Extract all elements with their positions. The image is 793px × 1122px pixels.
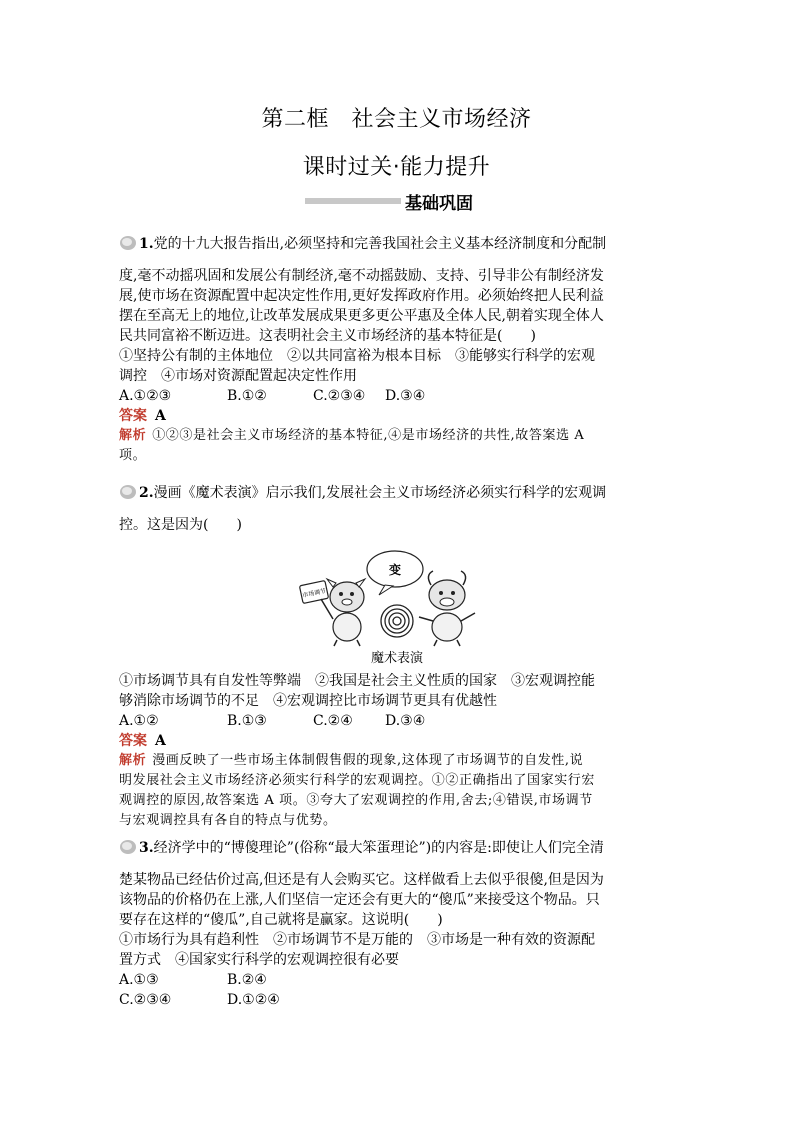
question-text: 经济学中的“博傻理论”(俗称“最大笨蛋理论”)的内容是:即使让人们完全清 (153, 840, 604, 856)
options-row (119, 970, 675, 990)
question-2 (119, 483, 675, 831)
question-1-first-line (119, 234, 675, 266)
option-d: D.③④ (385, 713, 426, 729)
answer-value: A (155, 733, 166, 749)
answer-line (119, 406, 675, 426)
sign-text: 市场调节 (301, 587, 327, 600)
statement-line: ①市场调节具有自发性等弊端 ②我国是社会主义性质的国家 ③宏观调控能 (119, 673, 595, 689)
comic-caption: 魔术表演 (370, 651, 423, 666)
option-c: C.②④ (313, 713, 353, 729)
question-text: 漫画《魔术表演》启示我们,发展社会主义市场经济必须实行科学的宏观调 (153, 485, 607, 501)
question-number: 2. (139, 485, 154, 501)
bubble-text: 变 (388, 563, 402, 577)
statement-line: 调控 ④市场对资源配置起决定性作用 (119, 368, 357, 384)
option-a: A.①②③ (119, 388, 172, 404)
question-line: 要存在这样的“傻瓜”,自己就将是赢家。这说明( ) (119, 912, 443, 928)
explanation-line: 明发展社会主义市场经济必须实行科学的宏观调控。①②正确指出了国家实行宏 (119, 773, 596, 788)
answer-value: A (155, 408, 166, 424)
section-bar (305, 198, 401, 204)
explanation-line: 与宏观调控具有各自的特点与优势。 (119, 813, 337, 828)
explanation-line: 观调控的原因,故答案选 A 项。③夸大了宏观调控的作用,舍去;④错误,市场调节 (119, 793, 593, 808)
options-row (119, 711, 675, 731)
explanation-text: ①②③是社会主义市场经济的基本特征,④是市场经济的共性,故答案选 A (152, 428, 585, 443)
option-b: B.②④ (227, 972, 267, 988)
question-line: 度,毫不动摇巩固和发展公有制经济,毫不动摇鼓励、支持、引导非公有制经济发 (119, 268, 604, 284)
answer-label: 答案 (119, 733, 147, 749)
statement-line: 置方式 ④国家实行科学的宏观调控很有必要 (119, 952, 399, 968)
explanation-line: 项。 (119, 448, 147, 463)
explanation-line (119, 426, 675, 446)
question-line: 控。这是因为( ) (119, 517, 242, 533)
option-d: D.①②④ (227, 992, 280, 1008)
options-row (119, 386, 675, 406)
explanation (119, 751, 675, 831)
option-a: A.①③ (119, 972, 159, 988)
section-label: 基础巩固 (405, 193, 473, 214)
comic-illustration (297, 547, 497, 647)
option-b: B.①② (227, 388, 267, 404)
option-c: C.②③④ (313, 388, 366, 404)
statement-line: ①市场行为具有趋利性 ②市场调节不是万能的 ③市场是一种有效的资源配 (119, 932, 595, 948)
statement-line: 够消除市场调节的不足 ④宏观调控比市场调节更具有优越性 (119, 693, 497, 709)
question-number: 1. (139, 236, 154, 252)
answer-line (119, 731, 675, 751)
explanation-line (119, 751, 675, 771)
question-number: 3. (139, 840, 154, 856)
page-title: 第二框 社会主义市场经济 (261, 107, 532, 132)
question-bullet-icon (119, 839, 137, 855)
option-c: C.②③④ (119, 992, 172, 1008)
question-line: 展,使市场在资源配置中起决定性作用,更好发挥政府作用。必须始终把人民利益 (119, 288, 604, 304)
question-3 (119, 838, 675, 1010)
question-2-first-line (119, 483, 675, 515)
option-a: A.①② (119, 713, 159, 729)
options-row (119, 990, 675, 1010)
explanation-text: 漫画反映了一些市场主体制假售假的现象,这体现了市场调节的自发性,说 (152, 753, 584, 768)
answer-label: 答案 (119, 408, 147, 424)
option-b: B.①③ (227, 713, 267, 729)
explanation-label: 解析 (119, 428, 147, 443)
question-line: 摆在至高无上的地位,让改革发展成果更多更公平惠及全体人民,朝着实现全体人 (119, 308, 604, 324)
statement-line: ①坚持公有制的主体地位 ②以共同富裕为根本目标 ③能够实行科学的宏观 (119, 348, 595, 364)
question-line: 楚某物品已经估价过高,但还是有人会购买它。这样做看上去似乎很傻,但是因为 (119, 872, 604, 888)
section-heading (305, 188, 473, 214)
question-text: 党的十九大报告指出,必须坚持和完善我国社会主义基本经济制度和分配制 (153, 236, 607, 252)
question-line: 民共同富裕不断迈进。这表明社会主义市场经济的基本特征是( ) (119, 328, 536, 344)
explanation (119, 426, 675, 466)
question-1 (119, 234, 675, 466)
question-line: 该物品的价格仍在上涨,人们坚信一定还会有更大的“傻瓜”来接受这个物品。只 (119, 892, 600, 908)
question-bullet-icon (119, 484, 137, 500)
question-bullet-icon (119, 235, 137, 251)
page-subtitle: 课时过关·能力提升 (302, 155, 491, 180)
explanation-label: 解析 (119, 753, 147, 768)
option-d: D.③④ (385, 388, 426, 404)
question-3-first-line (119, 838, 675, 870)
